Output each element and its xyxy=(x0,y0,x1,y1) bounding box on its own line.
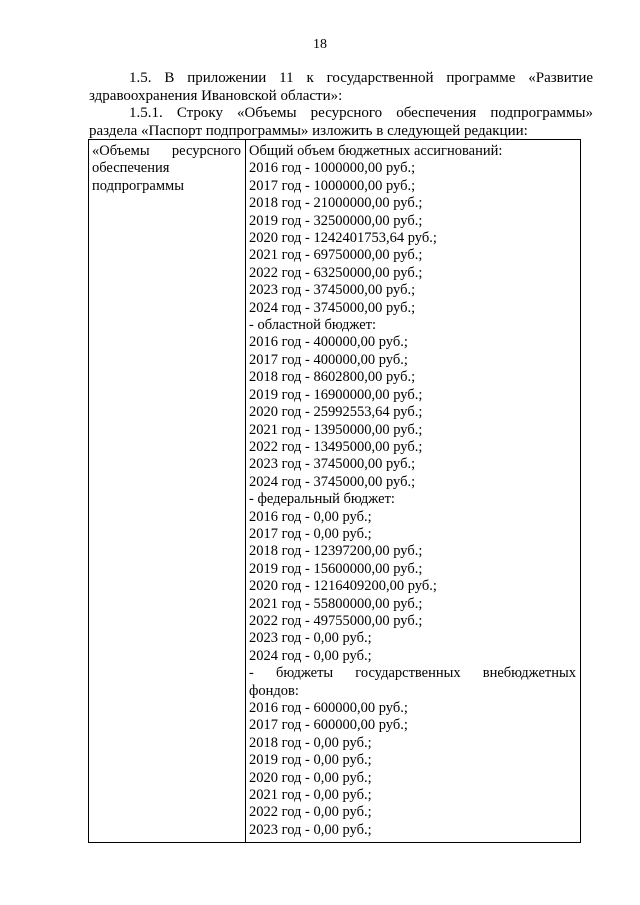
value-line: 2020 год - 1216409200,00 руб.; xyxy=(249,578,437,595)
value-line: 2022 год - 13495000,00 руб.; xyxy=(249,438,423,455)
value-line: 2016 год - 1000000,00 руб.; xyxy=(249,160,416,177)
value-line: 2023 год - 3745000,00 руб.; xyxy=(249,456,416,473)
value-line: 2016 год - 400000,00 руб.; xyxy=(249,334,408,351)
paragraph-1-5 xyxy=(89,69,593,105)
value-line: 2021 год - 13950000,00 руб.; xyxy=(249,421,423,438)
value-cell xyxy=(246,140,581,843)
label-line: «Объемы ресурсного xyxy=(92,143,241,159)
value-line: 2023 год - 3745000,00 руб.; xyxy=(249,282,416,299)
value-line: 2021 год - 55800000,00 руб.; xyxy=(249,595,423,612)
value-line: 2018 год - 12397200,00 руб.; xyxy=(249,543,423,560)
value-line: 2017 год - 1000000,00 руб.; xyxy=(249,177,416,194)
passport-table xyxy=(88,139,581,843)
value-line: 2024 год - 0,00 руб.; xyxy=(249,647,372,664)
value-line: 2022 год - 63250000,00 руб.; xyxy=(249,264,423,281)
value-line: 2017 год - 600000,00 руб.; xyxy=(249,717,408,734)
value-line: 2020 год - 0,00 руб.; xyxy=(249,769,372,786)
value-line: - областной бюджет: xyxy=(249,317,377,334)
paragraph-1-5-1-line-2: раздела «Паспорт подпрограммы» изложить в следующей редакции: xyxy=(89,123,528,139)
value-line: 2018 год - 21000000,00 руб.; xyxy=(249,195,423,212)
value-line: 2017 год - 400000,00 руб.; xyxy=(249,351,408,368)
value-line: 2019 год - 15600000,00 руб.; xyxy=(249,560,423,577)
label-line: подпрограммы xyxy=(92,177,184,194)
value-line: 2023 год - 0,00 руб.; xyxy=(249,630,372,647)
value-line: - федеральный бюджет: xyxy=(249,491,395,508)
value-line: Общий объем бюджетных ассигнований: xyxy=(249,143,503,159)
page-number: 18 xyxy=(313,37,327,52)
value-line: 2019 год - 16900000,00 руб.; xyxy=(249,386,423,403)
value-line: 2024 год - 3745000,00 руб.; xyxy=(249,299,416,316)
value-line: 2023 год - 0,00 руб.; xyxy=(249,821,372,838)
table-row xyxy=(89,140,581,843)
value-line: 2022 год - 0,00 руб.; xyxy=(249,804,372,821)
value-line: 2020 год - 1242401753,64 руб.; xyxy=(249,230,437,247)
value-line: 2021 год - 69750000,00 руб.; xyxy=(249,247,423,264)
value-line: 2018 год - 0,00 руб.; xyxy=(249,734,372,751)
value-line: 2016 год - 0,00 руб.; xyxy=(249,508,372,525)
value-line: 2019 год - 32500000,00 руб.; xyxy=(249,212,423,229)
paragraph-1-5-1 xyxy=(89,104,593,140)
value-line: - бюджеты государственных внебюджетных xyxy=(249,665,576,682)
paragraph-1-5-line-1: 1.5. В приложении 11 к государственной программе «Развитие xyxy=(129,70,593,86)
value-line: 2016 год - 600000,00 руб.; xyxy=(249,700,408,716)
value-line: 2019 год - 0,00 руб.; xyxy=(249,752,372,769)
paragraph-1-5-line-2: здравоохранения Ивановской области»: xyxy=(89,88,343,104)
label-cell xyxy=(89,140,246,843)
value-line: 2020 год - 25992553,64 руб.; xyxy=(249,404,423,421)
paragraph-1-5-1-line-1: 1.5.1. Строку «Объемы ресурсного обеспечения подпрограммы» xyxy=(129,105,593,121)
value-line: 2022 год - 49755000,00 руб.; xyxy=(249,612,423,629)
label-line: обеспечения xyxy=(92,160,170,177)
value-line: 2021 год - 0,00 руб.; xyxy=(249,787,372,804)
value-line: 2024 год - 3745000,00 руб.; xyxy=(249,473,416,490)
value-line: 2017 год - 0,00 руб.; xyxy=(249,525,372,542)
value-line: 2018 год - 8602800,00 руб.; xyxy=(249,369,416,386)
value-line: фондов: xyxy=(249,682,299,699)
